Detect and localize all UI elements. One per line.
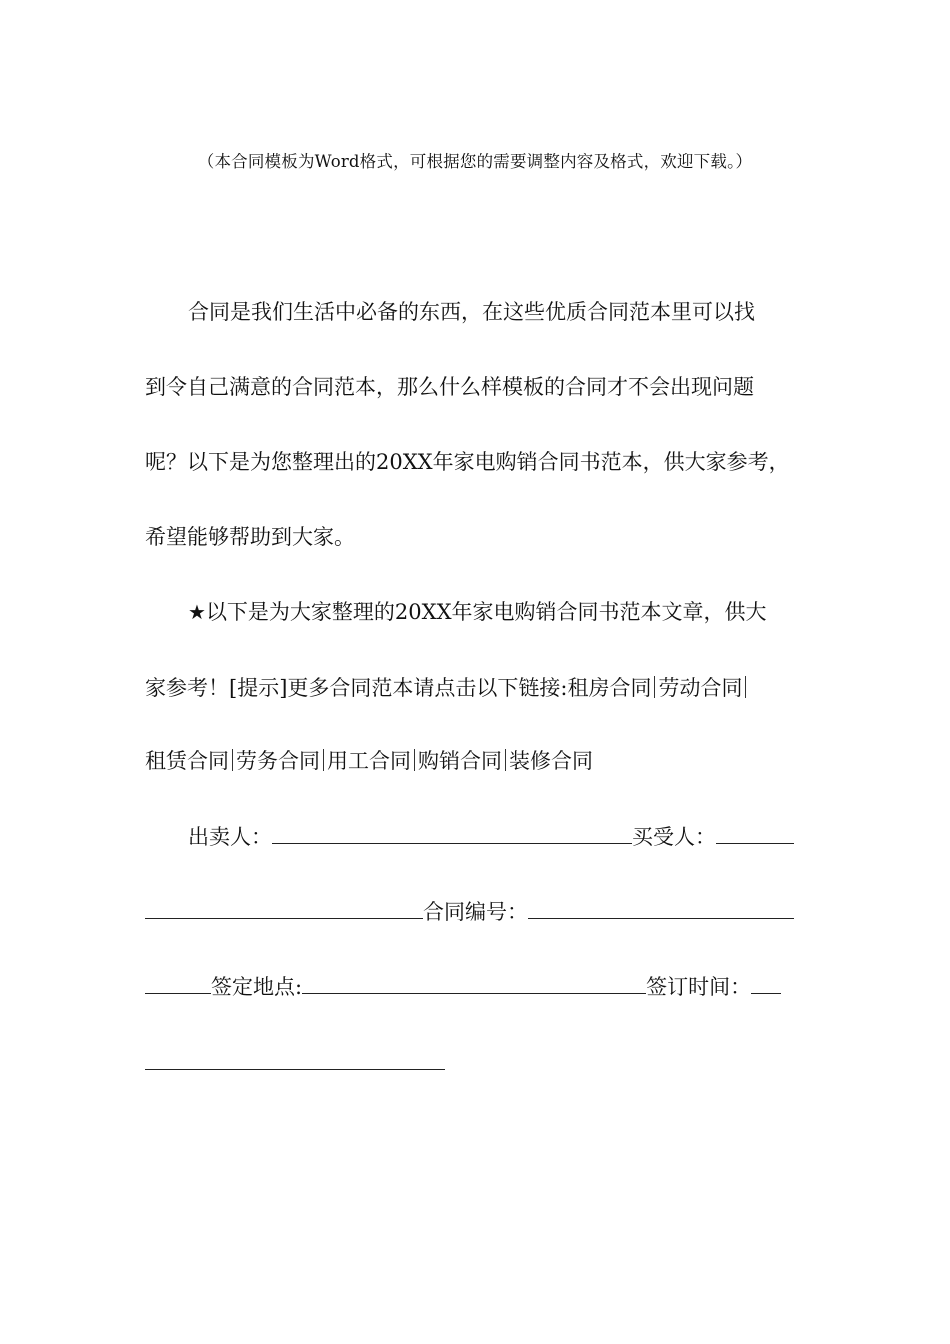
link-separator	[654, 676, 655, 698]
buyer-label: 买受人：	[632, 825, 716, 849]
buyer-blank-continued	[145, 898, 423, 919]
seller-blank	[272, 823, 632, 844]
star-icon: ★	[188, 600, 206, 624]
tip-line-1	[188, 597, 848, 627]
link-service-contract[interactable]: 劳务合同	[236, 749, 320, 773]
link-employment-contract[interactable]: 用工合同	[327, 749, 411, 773]
contract-no-blank	[528, 898, 794, 919]
sign-time-blank-continued	[145, 1069, 445, 1070]
sign-place-blank	[302, 973, 646, 994]
link-separator	[505, 749, 506, 771]
sign-place-label: 签定地点:	[211, 975, 303, 999]
intro-line-3: 呢？以下是为您整理出的20XX年家电购销合同书范本，供大家参考，	[145, 450, 790, 474]
tip-line-2	[145, 673, 805, 703]
seller-buyer-line	[188, 822, 848, 852]
intro-line-1: 合同是我们生活中必备的东西，在这些优质合同范本里可以找	[188, 300, 755, 324]
link-lease-contract[interactable]: 租赁合同	[145, 749, 229, 773]
intro-line-4: 希望能够帮助到大家。	[145, 525, 355, 549]
link-separator	[232, 749, 233, 771]
sign-time-blank	[751, 973, 781, 994]
link-separator	[745, 676, 746, 698]
link-rental-contract[interactable]: 租房合同	[567, 676, 652, 700]
sign-time-label: 签订时间：	[646, 975, 752, 999]
tip-prefix: 家参考！[提示]更多合同范本请点击以下链接:	[145, 676, 568, 700]
link-purchase-contract[interactable]: 购销合同	[418, 749, 502, 773]
link-labor-contract[interactable]: 劳动合同	[658, 676, 743, 700]
contract-no-label: 合同编号：	[423, 900, 528, 924]
buyer-blank	[716, 823, 794, 844]
seller-label: 出卖人：	[188, 825, 272, 849]
contract-no-blank-continued	[145, 973, 211, 994]
link-decoration-contract[interactable]: 装修合同	[509, 749, 593, 773]
template-note: （本合同模板为Word格式，可根据您的需要调整内容及格式，欢迎下载。）	[197, 152, 753, 171]
link-separator	[414, 749, 415, 771]
sign-place-line	[145, 972, 805, 1002]
contract-no-line	[145, 897, 805, 927]
tip-text: 以下是为大家整理的20XX年家电购销合同书范本文章，供大	[205, 600, 767, 624]
intro-line-2: 到令自己满意的合同范本，那么什么样模板的合同才不会出现问题	[145, 375, 754, 399]
tip-line-3	[145, 746, 805, 776]
link-separator	[323, 749, 324, 771]
